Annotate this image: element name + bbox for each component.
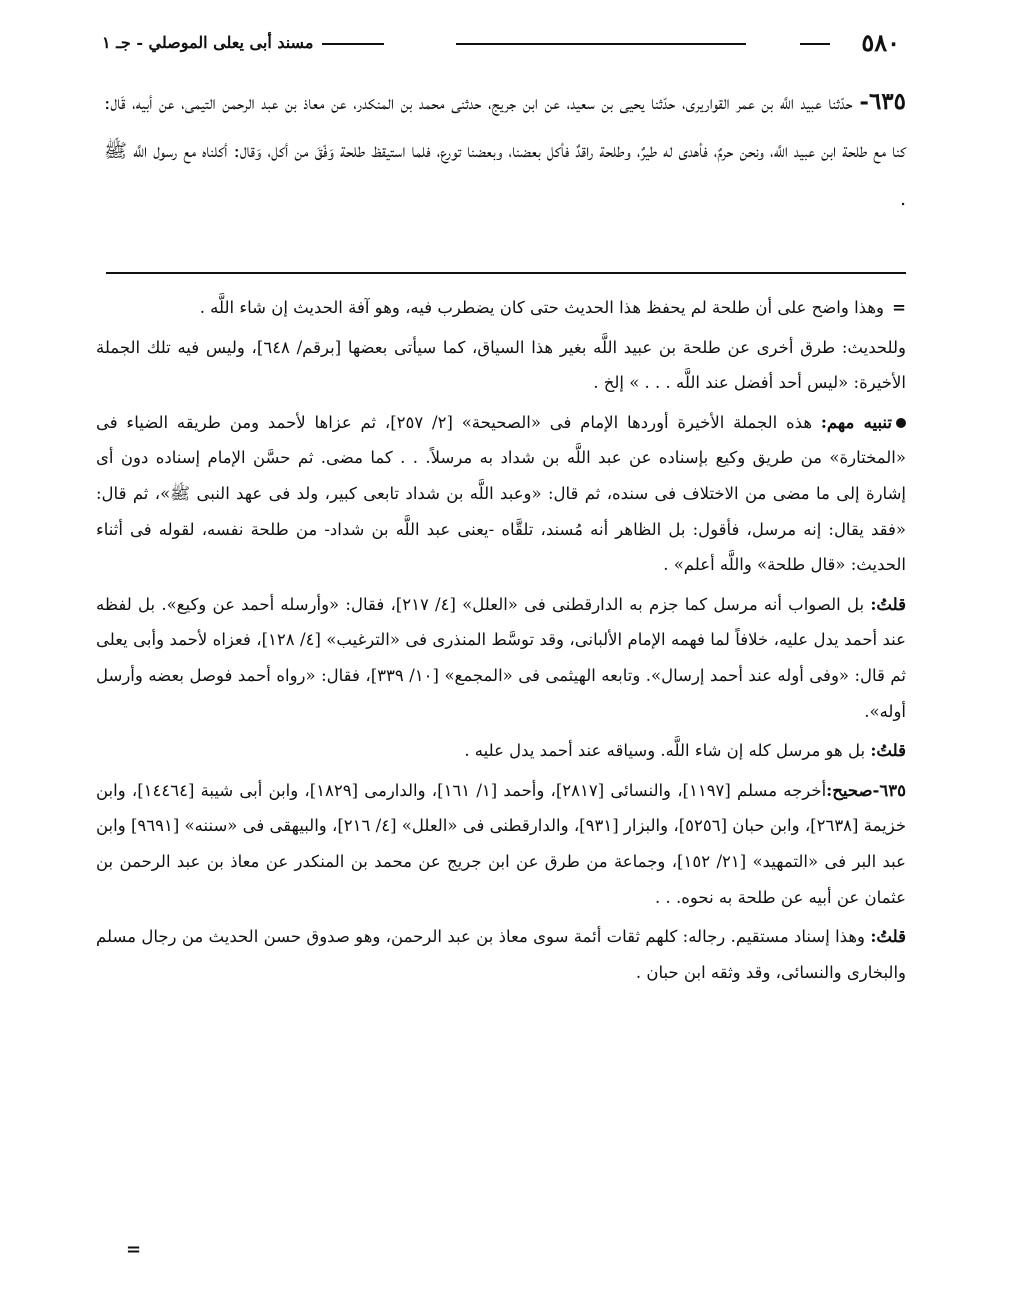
hadith-text-block	[104, 78, 906, 223]
page-header	[100, 26, 906, 60]
note-lead: قلتُ:	[870, 927, 906, 947]
commentary-block	[96, 290, 906, 994]
commentary-paragraph: تنبيه مهم: هذه الجملة الأخيرة أوردها الإمام فى «الصحيحة» [٢/ ٢٥٧]، ثم عزاها لأحمد ومن طريقه الضياء فى «المختارة» من طريق وكيع بإسناده عن عبد اللَّه بن شداد به مرسلاً. . . كما مضى. ثم حسَّن الإمام إسناده دون أى إشارة إلى ما مضى من الاختلاف فى سنده، ثم قال: «وعبد اللَّه بن شداد تابعى كبير، ولد فى عهد النبى ﷺ»، ثم قال: «فقد يقال: إنه مرسل، فأقول: بل الظاهر أنه مُسند، تلقَّاه -يعنى عبد اللَّه بن شداد- من طلحة نفسه، لقوله فى أثناء الحديث: «قال طلحة» واللَّه أعلم» .	[96, 412, 906, 575]
commentary-paragraph: وللحديث: طرق أخرى عن طلحة بن عبيد اللَّه بغير هذا السياق، كما سيأتى بعضها [برقم/ ٦٤٨]، وليس فيه تلك الجملة الأخيرة: «ليس أحد أفضل عند اللَّه . . . » إلخ .	[96, 337, 906, 393]
hadith-text: حدّثنا عبيد اللَّه بن عمر القواريرى، حدّثنا يحيى بن سعيد، عن ابن جريج، حدثنى محمد بن المنكدر، عن معاذ بن عبد الرحمن التيمى، عن أبيه، قَال: كنا مع طلحة ابن عبيد اللَّه، ونحن حرمٌ، فأهدى له طيرٌ، وطلحة راقدٌ فأكل بعضنا، وبعضنا تورع، فلما استيقظ طلحة وَفّقَ من أكل، وَقال: أكلناه مع رسول اللَّه ﷺ .	[104, 92, 906, 210]
running-title: مسند أبى يعلى الموصلي - جـ ١	[102, 33, 314, 52]
footnote-divider	[106, 272, 906, 274]
hadith-paragraph	[104, 78, 906, 223]
commentary-paragraph: قلتُ: وهذا إسناد مستقيم. رجاله: كلهم ثقات أئمة سوى معاذ بن عبد الرحمن، وهو صدوق حسن الحديث من رجال مسلم والبخارى والنسائى، وقد وثقه ابن حبان .	[96, 927, 906, 982]
header-rule	[456, 43, 746, 45]
page-number: ٥٨٠	[861, 28, 900, 57]
note-lead: تنبيه مهم:	[820, 412, 893, 432]
bullet-icon	[896, 418, 906, 428]
header-rule	[800, 43, 830, 45]
note-lead: ٦٣٥-صحيح:	[826, 780, 906, 800]
commentary-paragraph: ٦٣٥-صحيح:أخرجه مسلم [١١٩٧]، والنسائى [٢٨١٧]، وأحمد [١/ ١٦١]، والدارمى [١٨٢٩]، وابن أبى شيبة [١٤٤٦٤]، وابن خزيمة [٢٦٣٨]، وابن حبان [٥٢٥٦]، والبزار [٩٣١]، والدارقطنى فى «العلل» [٤/ ٢١٦]، والبيهقى فى «سننه» [٩٦٩١] وابن عبد البر فى «التمهيد» [٢١/ ١٥٢]، وجماعة من طرق عن ابن جريج عن محمد بن المنكدر عن معاذ بن عبد الرحمن بن عثمان عن أبيه عن طلحة به نحوه. . .	[96, 780, 907, 907]
note-lead: قلتُ:	[870, 741, 906, 761]
commentary-paragraph: قلتُ: بل هو مرسل كله إن شاء اللَّه. وسياقه عند أحمد يدل عليه .	[464, 741, 906, 761]
continuation-mark: =	[126, 1239, 142, 1260]
hadith-number: ٦٣٥-	[859, 88, 906, 115]
commentary-paragraph: قلتُ: بل الصواب أنه مرسل كما جزم به الدارقطنى فى «العلل» [٤/ ٢١٧]، فقال: «وأرسله أحمد عن وكيع». بل لفظه عند أحمد يدل عليه، خلافاً لما فهمه الإمام الألبانى، وقد توسَّط المنذرى فى «الترغيب» [٤/ ١٢٨]، فعزاه لأحمد وأبى يعلى ثم قال: «وفى أوله عند أحمد إرسال». وتابعه الهيثمى فى «المجمع» [١٠/ ٣٣٩]، فقال: «رواه أحمد فوصل بعضه وأرسل أوله».	[96, 594, 906, 721]
header-rule	[322, 43, 384, 45]
continuation-mark: =	[892, 298, 906, 317]
commentary-paragraph: =وهذا واضح على أن طلحة لم يحفظ هذا الحديث حتى كان يضطرب فيه، وهو آفة الحديث إن شاء اللَّه .	[96, 290, 906, 326]
note-lead: قلتُ:	[870, 594, 906, 614]
